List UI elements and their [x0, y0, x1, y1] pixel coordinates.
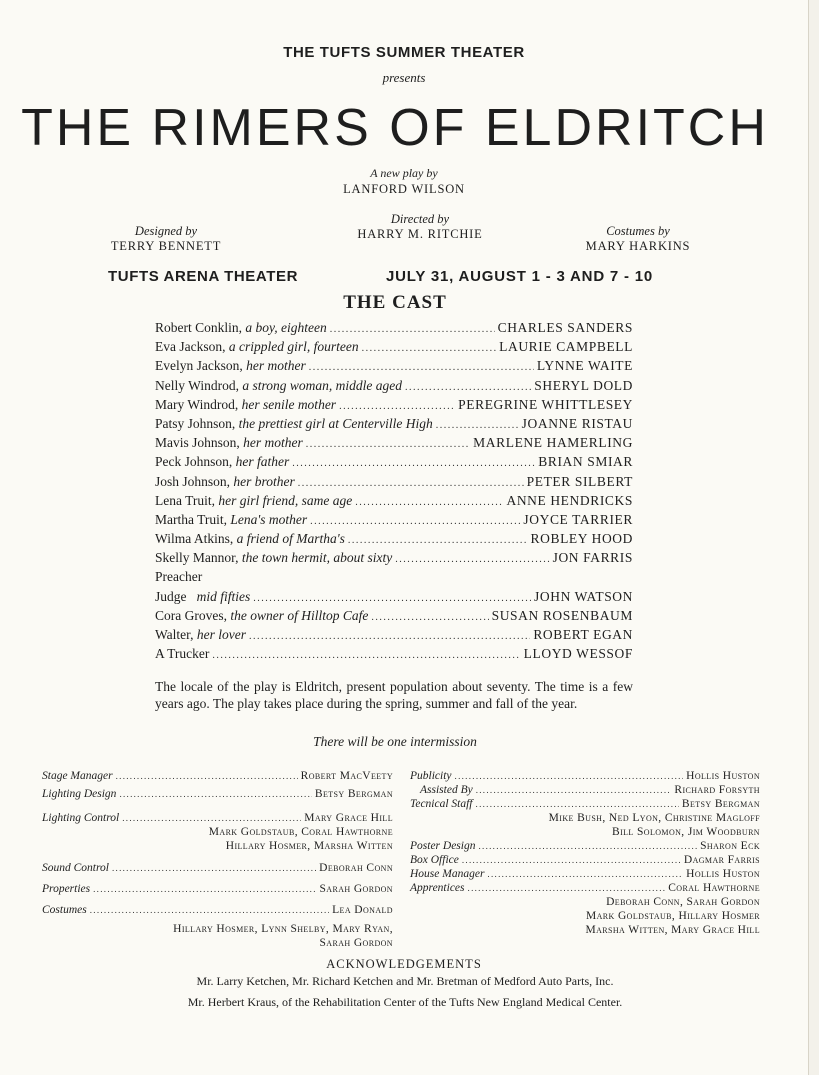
- actor-name: PETER SILBERT: [526, 473, 633, 489]
- cast-row: Mary Windrod, her senile mother ..... PEREGRINE WHITTLESEY: [155, 397, 633, 416]
- cast-row: Josh Johnson, her brother ..... PETER SILBERT: [155, 474, 633, 493]
- cast-row: Patsy Johnson, the prettiest girl at Centerville High ..... JOANNE RISTAU: [155, 416, 633, 435]
- crew-row: Sound Control ..... Deborah Conn: [42, 862, 393, 876]
- actor-name: JOANNE RISTAU: [521, 415, 633, 431]
- actor-name: JOHN WATSON: [534, 588, 633, 604]
- actor-name: LLOYD WESSOF: [523, 646, 633, 662]
- actor-name: PEREGRINE WHITTLESEY: [458, 396, 633, 412]
- cast-row: Evelyn Jackson, her mother ..... LYNNE WAITE: [155, 358, 633, 377]
- cast-heading: THE CAST: [343, 292, 447, 313]
- cast-list: [155, 320, 633, 665]
- director-role: Directed by: [390, 212, 450, 226]
- cast-row: A Trucker ..... LLOYD WESSOF: [155, 646, 633, 665]
- new-play-by: A new play by: [370, 166, 438, 180]
- crew-row: Lighting Design ..... Betsy Bergman: [42, 788, 393, 802]
- crew-extra: Deborah Conn, Sarah Gordon: [606, 896, 760, 908]
- cast-row: Nelly Windrod, a strong woman, middle aged ..... SHERYL DOLD: [155, 378, 633, 397]
- crew-row: Properties ..... Sarah Gordon: [42, 883, 393, 897]
- crew-extra: Mark Goldstaub, Coral Hawthorne: [208, 826, 393, 838]
- actor-name: SUSAN ROSENBAUM: [491, 607, 633, 623]
- playwright-name: LANFORD WILSON: [343, 182, 465, 196]
- presents-text: presents: [382, 70, 426, 85]
- crew-row: Assisted By ..... Richard Forsyth: [410, 784, 760, 798]
- cast-row: Preacher: [155, 569, 203, 585]
- crew-row: Publicity ..... Hollis Huston: [410, 770, 760, 784]
- actor-name: ROBLEY HOOD: [530, 531, 633, 547]
- costumes-credit: [568, 224, 708, 254]
- actor-name: SHERYL DOLD: [534, 377, 633, 393]
- crew-extra: Hillary Hosmer, Marsha Witten: [225, 840, 393, 852]
- cast-row: Skelly Mannor, the town hermit, about sixty ..... JON FARRIS: [155, 550, 633, 569]
- crew-left-column: [42, 770, 393, 951]
- locale-paragraph: The locale of the play is Eldritch, present population about seventy. The time is a few years ago. The play takes place during the spring, summer and fall of the year.: [155, 679, 633, 711]
- crew-extra: Mark Goldstaub, Hillary Hosmer: [585, 910, 760, 922]
- designer-name: TERRY BENNETT: [110, 239, 222, 253]
- intermission-note: There will be one intermission: [313, 734, 477, 749]
- venue: TUFTS ARENA THEATER: [108, 268, 299, 285]
- crew-row: Stage Manager ..... Robert MacVeety: [42, 770, 393, 784]
- crew-row: Lighting Control ..... Mary Grace Hill: [42, 812, 393, 826]
- actor-name: MARLENE HAMERLING: [473, 435, 633, 451]
- cast-row: Robert Conklin, a boy, eighteen ..... CHARLES SANDERS: [155, 320, 633, 339]
- actor-name: LAURIE CAMPBELL: [499, 339, 633, 355]
- crew-extra: Sarah Gordon: [319, 937, 393, 949]
- crew-row: Costumes ..... Lea Donald: [42, 904, 393, 918]
- org-name: THE TUFTS SUMMER THEATER: [283, 44, 525, 61]
- crew-row: Tecnical Staff ..... Betsy Bergman: [410, 798, 760, 812]
- cast-row: Wilma Atkins, a friend of Martha's ..... ROBLEY HOOD: [155, 531, 633, 550]
- cast-row: Lena Truit, her girl friend, same age ..... ANNE HENDRICKS: [155, 493, 633, 512]
- cast-row: Cora Groves, the owner of Hilltop Cafe ..... SUSAN ROSENBAUM: [155, 608, 633, 627]
- designer-role: Designed by: [134, 224, 198, 238]
- play-title: THE RIMERS OF ELDRITCH: [21, 99, 769, 157]
- performance-dates: JULY 31, AUGUST 1 - 3 AND 7 - 10: [386, 268, 654, 285]
- crew-row: Poster Design ..... Sharon Eck: [410, 840, 760, 854]
- actor-name: ANNE HENDRICKS: [506, 492, 633, 508]
- costumes-role: Costumes by: [606, 224, 670, 238]
- crew-row: House Manager ..... Hollis Huston: [410, 868, 760, 882]
- cast-row: Eva Jackson, a crippled girl, fourteen ..... LAURIE CAMPBELL: [155, 339, 633, 358]
- actor-name: ROBERT EGAN: [533, 627, 633, 642]
- crew-extra: Mike Bush, Ned Lyon, Christine Magloff: [548, 812, 760, 824]
- crew-extra: Hillary Hosmer, Lynn Shelby, Mary Ryan,: [173, 923, 393, 935]
- cast-row: Martha Truit, Lena's mother ..... JOYCE TARRIER: [155, 512, 633, 531]
- acknowledgements-heading: ACKNOWLEDGEMENTS: [326, 957, 482, 971]
- actor-name: BRIAN SMIAR: [538, 454, 633, 470]
- cast-row: Mavis Johnson, her mother ..... MARLENE HAMERLING: [155, 435, 633, 454]
- designer-credit: [96, 224, 236, 254]
- crew-extra: Marsha Witten, Mary Grace Hill: [585, 924, 760, 936]
- cast-row: Judge mid fifties ..... JOHN WATSON: [155, 589, 633, 608]
- acknowledgement-line-2: Mr. Herbert Kraus, of the Rehabilitation Center of the Tufts New England Medical Center.: [187, 995, 623, 1009]
- director-credit: [320, 212, 520, 242]
- crew-row: Box Office ..... Dagmar Farris: [410, 854, 760, 868]
- director-name: HARRY M. RITCHIE: [357, 227, 483, 241]
- actor-name: JOYCE TARRIER: [523, 511, 633, 527]
- actor-name: CHARLES SANDERS: [497, 320, 633, 335]
- cast-row: Walter, her lover ..... ROBERT EGAN: [155, 627, 633, 646]
- actor-name: JON FARRIS: [552, 550, 633, 566]
- cast-row: Peck Johnson, her father ..... BRIAN SMIAR: [155, 454, 633, 473]
- crew-row: Apprentices ..... Coral Hawthorne: [410, 882, 760, 896]
- acknowledgement-line-1: Mr. Larry Ketchen, Mr. Richard Ketchen and Mr. Bretman of Medford Auto Parts, Inc.: [196, 974, 614, 988]
- costumes-name: MARY HARKINS: [585, 239, 691, 253]
- crew-right-column: [410, 770, 760, 938]
- crew-extra: Bill Solomon, Jim Woodburn: [612, 826, 760, 838]
- actor-name: LYNNE WAITE: [536, 358, 633, 374]
